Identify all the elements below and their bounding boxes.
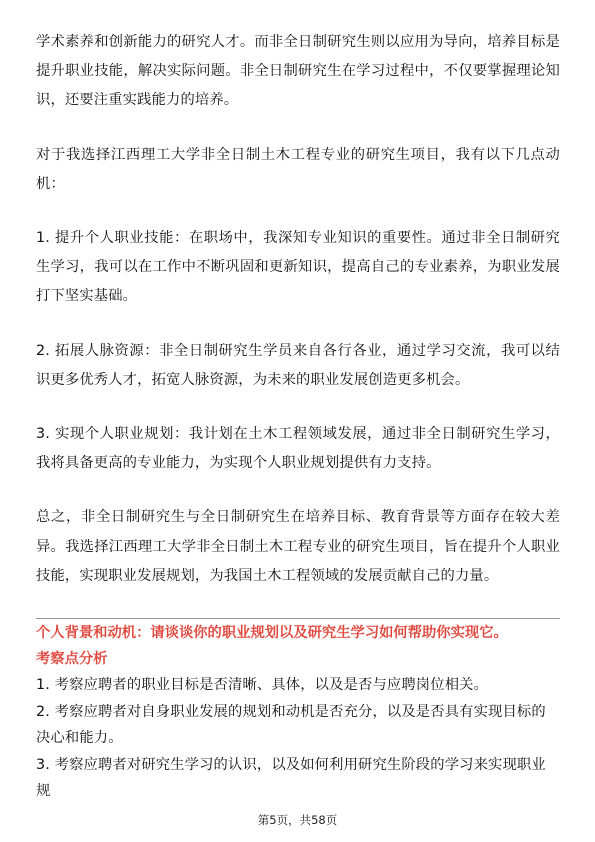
interview-question: 个人背景和动机：请谈谈你的职业规划以及研究生学习如何帮助你实现它。 <box>36 625 508 641</box>
motivation-lead: 对于我选择江西理工大学非全日制土木工程专业的研究生项目，我有以下几点动机： <box>36 146 560 192</box>
analysis-heading: 考察点分析 <box>36 651 108 667</box>
motivation-item-2: 2. 拓展人脉资源：非全日制研究生学员来自各行各业，通过学习交流，我可以结识更多优秀人才，拓宽人脉资源，为未来的职业发展创造更多机会。 <box>36 342 560 388</box>
interview-question-block <box>36 620 560 805</box>
section-divider <box>36 618 560 619</box>
analysis-item-3: 3. 考察应聘者对研究生学习的认识，以及如何利用研究生阶段的学习来实现职业规 <box>36 756 546 799</box>
analysis-item-1: 1. 考察应聘者的职业目标是否清晰、具体，以及是否与应聘岗位相关。 <box>36 677 489 693</box>
paragraph-spacer <box>36 478 560 503</box>
paragraph-spacer <box>36 312 560 337</box>
motivation-item-1: 1. 提升个人职业技能：在职场中，我深知专业知识的重要性。通过非全日制研究生学习，我可以在工作中不断巩固和更新知识，提高自己的专业素养，为职业发展打下坚实基础。 <box>36 230 560 305</box>
paragraph-spacer <box>36 116 560 141</box>
paragraph-spacer <box>36 199 560 224</box>
motivation-item-3: 3. 实现个人职业规划：我计划在土木工程领域发展，通过非全日制研究生学习，我将具备更高的专业能力，为实现个人职业规划提供有力支持。 <box>36 426 560 472</box>
conclusion-paragraph: 总之，非全日制研究生与全日制研究生在培养目标、教育背景等方面存在较大差异。我选择江西理工大学非全日制土木工程专业的研究生项目，旨在提升个人职业技能，实现职业发展规划，为我国土木工程领域的发展贡献自己的力量。 <box>36 509 560 584</box>
paragraph-spacer <box>36 395 560 420</box>
analysis-item-2: 2. 考察应聘者对自身职业发展的规划和动机是否充分，以及是否具有实现目标的决心和能力。 <box>36 703 546 746</box>
document-body <box>36 28 560 591</box>
intro-paragraph: 学术素养和创新能力的研究人才。而非全日制研究生则以应用为导向，培养目标是提升职业技能，解决实际问题。非全日制研究生在学习过程中，不仅要掌握理论知识，还要注重实践能力的培养。 <box>36 34 560 109</box>
page-number: 第5页，共58页 <box>257 813 338 827</box>
